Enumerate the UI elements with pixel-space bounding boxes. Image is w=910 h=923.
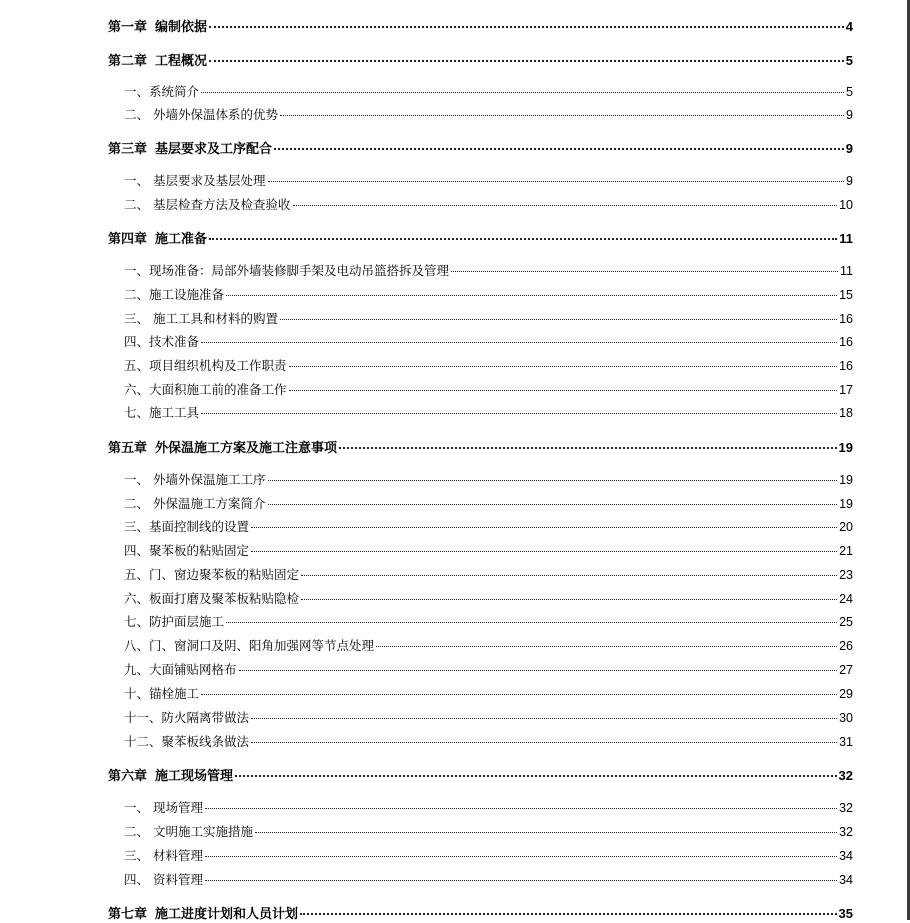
toc-section-entry[interactable] <box>108 684 853 704</box>
toc-entry-text: 项目组织机构及工作职责 <box>149 358 287 373</box>
toc-entry-number: 二、 <box>124 197 150 212</box>
toc-entry-text: 大面积施工前的准备工作 <box>149 382 287 397</box>
toc-entry-title <box>108 517 249 535</box>
dot-leader <box>251 718 837 719</box>
toc-section-entry[interactable] <box>108 517 853 537</box>
toc-chapter-entry[interactable] <box>108 138 853 158</box>
toc-section-entry[interactable] <box>108 195 853 215</box>
toc-chapter-entry[interactable] <box>108 50 853 70</box>
toc-section-entry[interactable] <box>108 285 853 305</box>
toc-entry-text: 材料管理 <box>149 848 203 863</box>
toc-entry-text: 编制依据 <box>155 20 208 35</box>
toc-entry-text: 文明施工实施措施 <box>149 824 253 839</box>
dot-leader <box>251 551 837 552</box>
toc-entry-title <box>108 684 199 702</box>
toc-page-number: 16 <box>839 312 853 326</box>
toc-section-entry[interactable] <box>108 171 853 191</box>
dot-leader <box>209 26 844 28</box>
toc-entry-number: 七、 <box>124 614 150 629</box>
toc-page-number: 34 <box>839 849 853 863</box>
toc-page-number: 30 <box>839 711 853 725</box>
dot-leader <box>451 271 838 272</box>
toc-entry-text: 聚苯板的粘贴固定 <box>149 543 250 558</box>
toc-entry-text: 基面控制线的设置 <box>149 519 250 534</box>
dot-leader <box>376 646 837 647</box>
toc-entry-number: 十二、 <box>124 734 162 749</box>
toc-page-number: 9 <box>846 108 853 122</box>
toc-page-number: 9 <box>846 174 853 188</box>
toc-entry-number: 二、 <box>124 107 150 122</box>
toc-entry-title <box>108 494 266 512</box>
toc-entry-text: 基层要求及工序配合 <box>155 142 273 157</box>
toc-entry-title <box>108 261 449 279</box>
dot-leader <box>251 742 837 743</box>
toc-section-entry[interactable] <box>108 612 853 632</box>
toc-entry-text: 基层检查方法及检查验收 <box>149 197 291 212</box>
toc-entry-text: 施工准备 <box>155 232 208 247</box>
dot-leader <box>274 148 844 150</box>
toc-entry-title <box>108 50 207 69</box>
toc-entry-title <box>108 228 207 247</box>
toc-entry-number: 四、 <box>124 543 150 558</box>
toc-page-number: 32 <box>838 768 853 783</box>
toc-section-entry[interactable] <box>108 494 853 514</box>
toc-entry-text: 门、窗洞口及阴、阳角加强网等节点处理 <box>149 638 375 653</box>
dot-leader <box>235 775 837 777</box>
toc-page-number: 16 <box>839 335 853 349</box>
toc-entry-text: 外保温施工方案及施工注意事项 <box>155 441 338 456</box>
toc-entry-title <box>108 195 291 213</box>
toc-entry-title <box>108 380 287 398</box>
toc-page-number: 10 <box>839 198 853 212</box>
toc-chapter-entry[interactable] <box>108 765 853 785</box>
toc-entry-text: 防护面层施工 <box>149 614 225 629</box>
toc-entry-number: 第七章 <box>108 907 148 922</box>
toc-page-number: 23 <box>839 568 853 582</box>
toc-page-number: 29 <box>839 687 853 701</box>
toc-section-entry[interactable] <box>108 589 853 609</box>
toc-entry-number: 六、 <box>124 382 150 397</box>
toc-entry-title <box>108 356 287 374</box>
dot-leader <box>280 319 837 320</box>
toc-entry-title <box>108 765 233 784</box>
toc-section-entry[interactable] <box>108 105 853 125</box>
dot-leader <box>201 92 844 93</box>
toc-entry-text: 防火隔离带做法 <box>161 710 250 725</box>
toc-entry-title <box>108 822 253 840</box>
toc-entry-title <box>108 870 203 888</box>
dot-leader <box>301 599 837 600</box>
toc-page-number: 24 <box>839 592 853 606</box>
toc-entry-title <box>108 565 299 583</box>
toc-entry-number: 二、 <box>124 287 150 302</box>
toc-entry-number: 第五章 <box>108 441 148 456</box>
toc-page-number: 19 <box>839 473 853 487</box>
dot-leader <box>209 60 844 62</box>
toc-section-entry[interactable] <box>108 822 853 842</box>
toc-entry-number: 一、 <box>124 173 150 188</box>
dot-leader <box>201 413 837 414</box>
toc-section-entry[interactable] <box>108 846 853 866</box>
toc-section-entry[interactable] <box>108 708 853 728</box>
toc-page-number: 17 <box>839 383 853 397</box>
toc-entry-text: 基层要求及基层处理 <box>149 173 266 188</box>
toc-entry-text: 系统简介 <box>149 84 200 99</box>
toc-entry-title <box>108 612 224 630</box>
toc-entry-number: 四、 <box>124 334 150 349</box>
dot-leader <box>293 205 838 206</box>
toc-entry-text: 工程概况 <box>155 54 208 69</box>
toc-page-number: 19 <box>838 440 853 455</box>
toc-entry-number: 第四章 <box>108 232 148 247</box>
toc-entry-number: 五、 <box>124 358 150 373</box>
toc-page-number: 34 <box>839 873 853 887</box>
toc-entry-title <box>108 660 237 678</box>
toc-page-number: 16 <box>839 359 853 373</box>
toc-entry-number: 一、 <box>124 472 150 487</box>
toc-entry-text: 施工设施准备 <box>149 287 225 302</box>
toc-page-number: 15 <box>839 288 853 302</box>
toc-page-number: 4 <box>845 19 853 34</box>
toc-section-entry[interactable] <box>108 565 853 585</box>
toc-entry-number: 六、 <box>124 591 150 606</box>
toc-entry-number: 一、 <box>124 84 150 99</box>
toc-entry-text: 外墙外保温施工工序 <box>149 472 266 487</box>
toc-entry-text: 大面铺贴网格布 <box>149 662 237 677</box>
toc-entry-number: 十一、 <box>124 710 162 725</box>
dot-leader <box>205 856 837 857</box>
toc-entry-number: 第一章 <box>108 20 148 35</box>
toc-entry-number: 五、 <box>124 567 150 582</box>
toc-entry-title <box>108 138 272 157</box>
toc-page-number: 35 <box>838 906 853 921</box>
toc-entry-title <box>108 105 278 123</box>
toc-entry-text: 现场管理 <box>149 800 203 815</box>
toc-section-entry[interactable] <box>108 732 853 752</box>
toc-entry-title <box>108 798 203 816</box>
dot-leader <box>300 913 837 915</box>
toc-entry-text: 资料管理 <box>149 872 203 887</box>
toc-section-entry[interactable] <box>108 309 853 329</box>
toc-entry-text: 施工工具和材料的购置 <box>149 311 278 326</box>
dot-leader <box>239 670 838 671</box>
dot-leader <box>255 832 837 833</box>
toc-entry-number: 八、 <box>124 638 150 653</box>
toc-entry-text: 技术准备 <box>149 334 200 349</box>
toc-section-entry[interactable] <box>108 660 853 680</box>
toc-entry-number: 四、 <box>124 872 150 887</box>
toc-section-entry[interactable] <box>108 798 853 818</box>
dot-leader <box>226 622 837 623</box>
toc-chapter-entry[interactable] <box>108 903 853 923</box>
toc-entry-title <box>108 171 266 189</box>
toc-page-number: 9 <box>845 141 853 156</box>
toc-entry-number: 一、 <box>124 800 150 815</box>
toc-page-number: 26 <box>839 639 853 653</box>
toc-chapter-entry[interactable] <box>108 228 853 248</box>
toc-entry-title <box>108 332 199 350</box>
toc-entry-title <box>108 903 298 922</box>
toc-entry-number: 十、 <box>124 686 150 701</box>
toc-entry-text: 锚栓施工 <box>149 686 200 701</box>
toc-page-number: 18 <box>839 406 853 420</box>
toc-entry-text: 聚苯板线条做法 <box>161 734 250 749</box>
toc-entry-number: 九、 <box>124 662 150 677</box>
dot-leader <box>268 480 838 481</box>
toc-entry-title <box>108 470 266 488</box>
dot-leader <box>289 366 838 367</box>
dot-leader <box>268 504 838 505</box>
dot-leader <box>205 880 837 881</box>
toc-page-number: 32 <box>839 801 853 815</box>
toc-entry-title <box>108 82 199 100</box>
toc-section-entry[interactable] <box>108 332 853 352</box>
toc-section-entry[interactable] <box>108 380 853 400</box>
toc-entry-number: 三、 <box>124 311 150 326</box>
toc-entry-title <box>108 636 374 654</box>
toc-entry-text: 外保温施工方案简介 <box>149 496 266 511</box>
toc-section-entry[interactable] <box>108 541 853 561</box>
toc-page-number: 31 <box>839 735 853 749</box>
dot-leader <box>268 181 845 182</box>
toc-entry-text: 施工进度计划和人员计划 <box>155 907 299 922</box>
toc-entry-title <box>108 16 207 35</box>
toc-entry-text: 外墙外保温体系的优势 <box>149 107 278 122</box>
toc-entry-number: 二、 <box>124 824 150 839</box>
toc-chapter-entry[interactable] <box>108 16 853 36</box>
toc-entry-number: 三、 <box>124 848 150 863</box>
toc-page-number: 27 <box>839 663 853 677</box>
dot-leader <box>301 575 837 576</box>
toc-entry-text: 施工工具 <box>149 405 200 420</box>
toc-entry-text: 现场准备：局部外墙装修脚手架及电动吊篮搭拆及管理 <box>149 263 450 278</box>
toc-entry-number: 三、 <box>124 519 150 534</box>
toc-entry-number: 第二章 <box>108 54 148 69</box>
toc-section-entry[interactable] <box>108 636 853 656</box>
toc-page-number: 5 <box>846 85 853 99</box>
dot-leader <box>280 115 844 116</box>
toc-page-number: 19 <box>839 497 853 511</box>
toc-entry-text: 板面打磨及聚苯板粘贴隐检 <box>149 591 300 606</box>
toc-section-entry[interactable] <box>108 403 853 423</box>
toc-entry-title <box>108 732 249 750</box>
toc-page-number: 32 <box>839 825 853 839</box>
toc-page-number: 21 <box>839 544 853 558</box>
dot-leader <box>201 342 837 343</box>
toc-entry-number: 一、 <box>124 263 150 278</box>
toc-section-entry[interactable] <box>108 470 853 490</box>
toc-entry-text: 施工现场管理 <box>155 769 234 784</box>
toc-entry-number: 二、 <box>124 496 150 511</box>
toc-entry-number: 七、 <box>124 405 150 420</box>
toc-entry-text: 门、窗边聚苯板的粘贴固定 <box>149 567 300 582</box>
dot-leader <box>251 527 837 528</box>
dot-leader <box>205 808 837 809</box>
toc-section-entry[interactable] <box>108 261 853 281</box>
dot-leader <box>339 447 837 449</box>
toc-entry-title <box>108 846 203 864</box>
toc-entry-title <box>108 437 337 456</box>
toc-chapter-entry[interactable] <box>108 437 853 457</box>
toc-entry-number: 第三章 <box>108 142 148 157</box>
toc-entry-title <box>108 589 299 607</box>
toc-page-number: 25 <box>839 615 853 629</box>
toc-entry-title <box>108 708 249 726</box>
toc-section-entry[interactable] <box>108 356 853 376</box>
toc-section-entry[interactable] <box>108 870 853 890</box>
toc-entry-title <box>108 309 278 327</box>
dot-leader <box>201 694 837 695</box>
dot-leader <box>209 238 837 240</box>
toc-page-number: 20 <box>839 520 853 534</box>
toc-page-number: 11 <box>840 264 853 278</box>
toc-entry-number: 第六章 <box>108 769 148 784</box>
dot-leader <box>226 295 837 296</box>
toc-page-number: 11 <box>839 231 853 246</box>
toc-entry-title <box>108 541 249 559</box>
dot-leader <box>289 390 838 391</box>
toc-entry-title <box>108 285 224 303</box>
toc-section-entry[interactable] <box>108 82 853 102</box>
toc-entry-title <box>108 403 199 421</box>
toc-page-number: 5 <box>845 53 853 68</box>
